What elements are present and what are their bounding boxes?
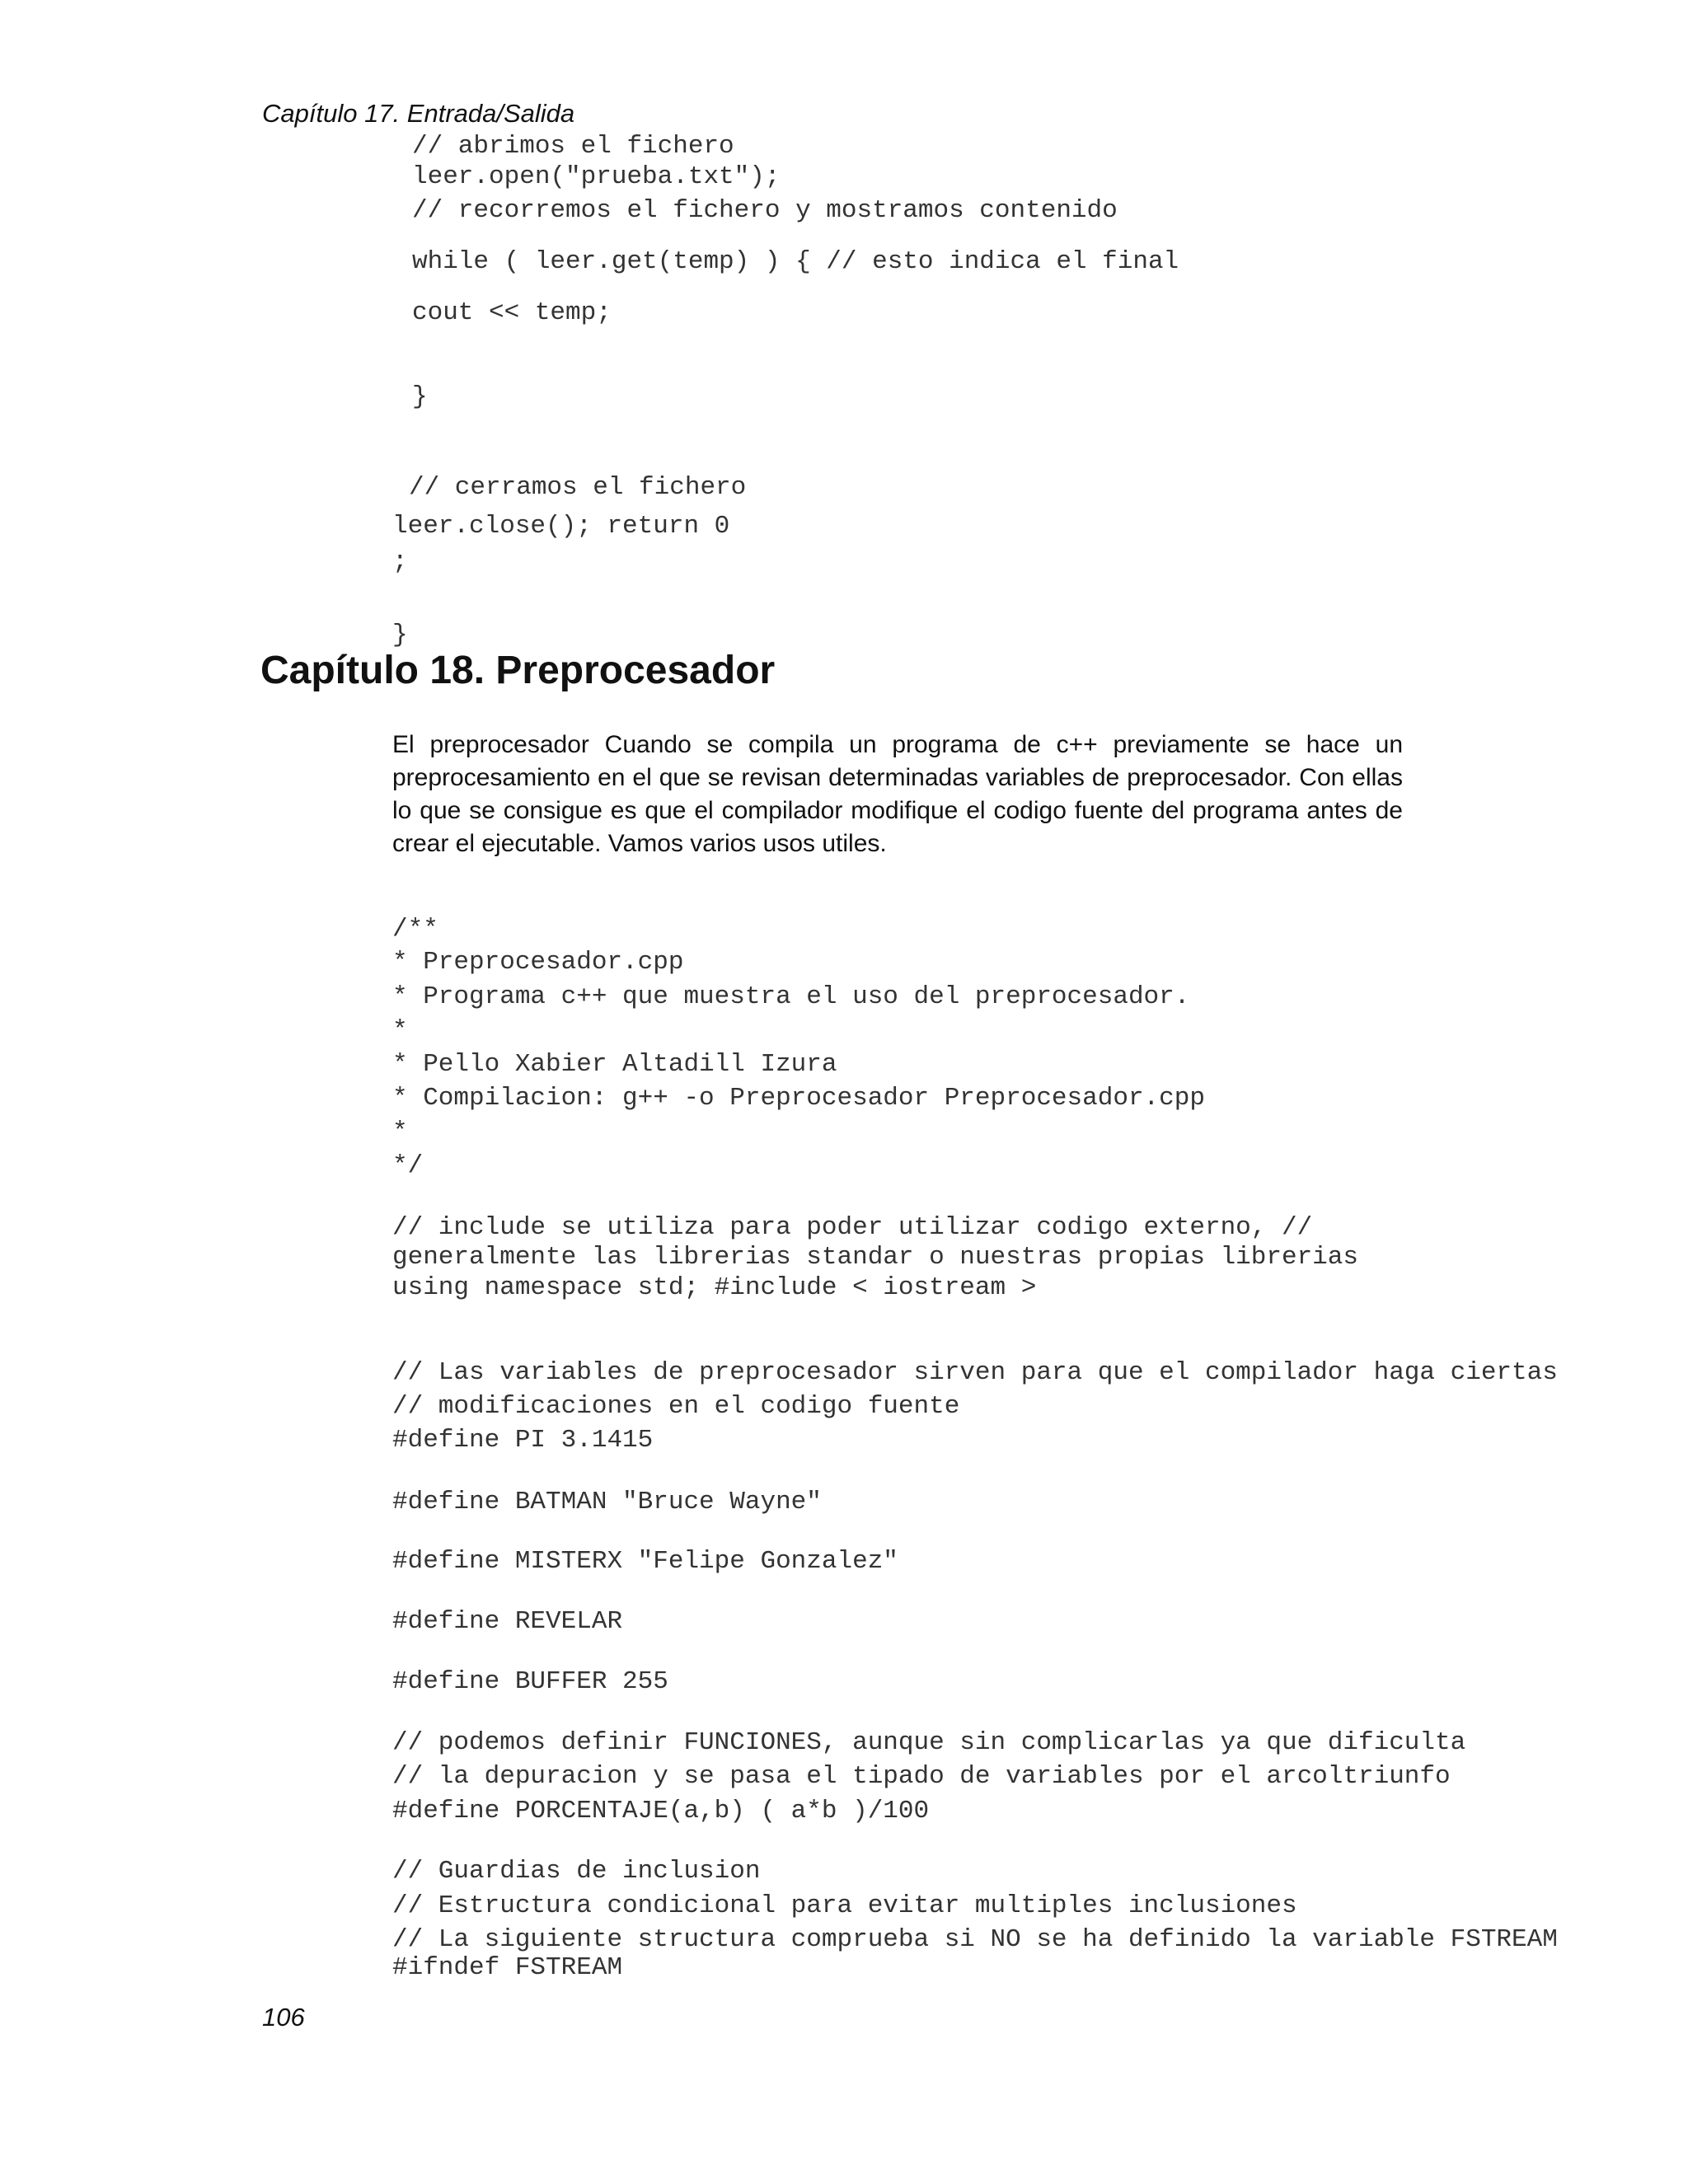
code-line: * [392,1118,408,1146]
code-line: #define MISTERX "Felipe Gonzalez" [392,1547,898,1576]
code-line: * Pello Xabier Altadill Izura [392,1050,837,1079]
code-line: #define BUFFER 255 [392,1667,668,1696]
code-line: // Estructura condicional para evitar multiples inclusiones [392,1891,1297,1920]
code-line: * Preprocesador.cpp [392,948,684,977]
code-line: // modificaciones en el codigo fuente [392,1392,960,1421]
code-line: #ifndef FSTREAM [392,1953,623,1982]
code-line: * [392,1016,408,1045]
page-number: 106 [262,2003,305,2032]
code-line: #define BATMAN "Bruce Wayne" [392,1488,822,1516]
code-line: // include se utiliza para poder utilizar codigo externo, // [392,1213,1313,1242]
code-line: } [392,621,408,649]
code-line: // recorremos el fichero y mostramos contenido [412,196,1118,225]
code-line: // la depuracion y se pasa el tipado de variables por el arcoltriunfo [392,1762,1451,1791]
code-line: */ [392,1151,424,1180]
code-line: } [412,382,428,411]
intro-paragraph: El preprocesador Cuando se compila un programa de c++ previamente se hace un preprocesamiento en el que se revisan determinadas variables de preprocesador. Con ellas lo que se consigue es que el compilador modifique el codigo fuente del programa antes de crear el ejecutable. Vamos varios usos utiles. [392,731,1403,857]
code-line: cout << temp; [412,298,612,327]
code-line: leer.close(); return 0 [392,512,730,541]
code-line: #define REVELAR [392,1607,623,1636]
code-line: // Guardias de inclusion [392,1857,761,1886]
page-header: Capítulo 17. Entrada/Salida [262,99,575,128]
code-line: leer.open("prueba.txt"); [412,162,781,191]
code-line: #define PI 3.1415 [392,1426,654,1455]
code-line: // cerramos el fichero [409,473,747,502]
code-line: // podemos definir FUNCIONES, aunque sin complicarlas ya que dificulta [392,1728,1466,1757]
code-line: // Las variables de preprocesador sirven para que el compilador haga ciertas [392,1358,1558,1387]
code-line: generalmente las librerias standar o nuestras propias librerias [392,1243,1358,1272]
code-line: /** [392,915,438,944]
code-line: ; [392,547,408,576]
code-line: while ( leer.get(temp) ) { // esto indica el final [412,247,1179,276]
code-line: * Programa c++ que muestra el uso del preprocesador. [392,982,1190,1011]
chapter-title: Capítulo 18. Preprocesador [260,649,776,692]
code-line: // La siguiente structura comprueba si NO se ha definido la variable FSTREAM [392,1925,1558,1954]
code-line: * Compilacion: g++ -o Preprocesador Preprocesador.cpp [392,1084,1205,1113]
code-line: using namespace std; #include < iostream > [392,1273,1037,1302]
code-line: // abrimos el fichero [412,132,734,161]
code-line: #define PORCENTAJE(a,b) ( a*b )/100 [392,1797,930,1825]
